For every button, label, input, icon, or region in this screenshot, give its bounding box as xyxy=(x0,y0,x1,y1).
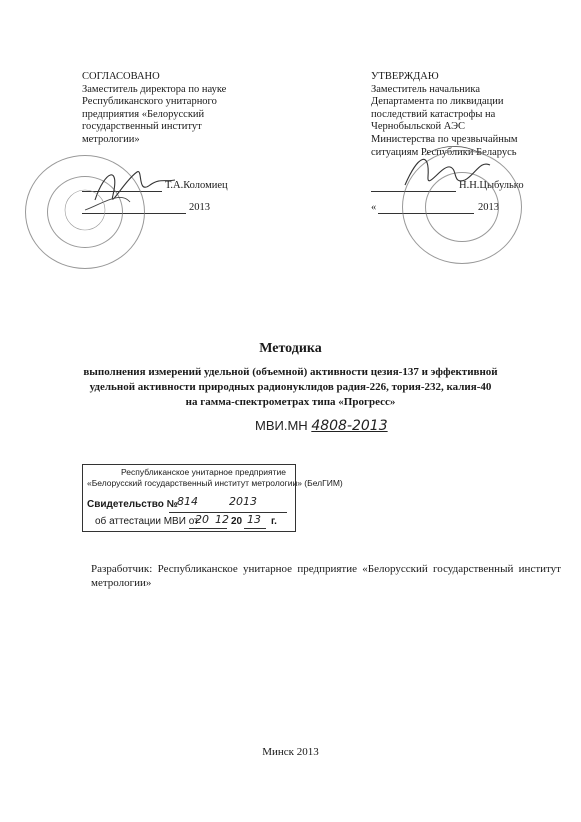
registration-prefix: МВИ.МН xyxy=(255,418,308,433)
document-title: Методика xyxy=(259,341,322,356)
approval-heading: СОГЛАСОВАНО xyxy=(82,71,160,82)
approval-block-left xyxy=(82,71,252,147)
registration-number-handwritten: 4808-2013 xyxy=(311,418,388,434)
certificate-number: 814 xyxy=(177,495,198,508)
attestation-label: об аттестации МВИ от xyxy=(95,516,199,527)
approval-year: 2013 xyxy=(189,202,210,213)
approval-line: Заместитель директора по науке xyxy=(82,83,227,95)
approval-line: Министерства по чрезвычайным xyxy=(371,133,518,145)
approval-line: Республиканского унитарного xyxy=(82,96,217,108)
attestation-date-line xyxy=(189,528,227,529)
signer-name: Н.Н.Цыбулько xyxy=(459,180,524,191)
approval-heading: УТВЕРЖДАЮ xyxy=(371,71,439,82)
certificate-year: 2013 xyxy=(229,495,257,508)
approval-line: метрологии» xyxy=(82,133,140,145)
attestation-year: 13 xyxy=(247,513,261,526)
attestation-year-line xyxy=(244,528,266,529)
document-subtitle-line: удельной активности природных радионуклидов радия-226, тория-232, калия-40 xyxy=(89,381,492,393)
approval-line: ситуациям Республики Беларусь xyxy=(371,146,517,158)
registration-number xyxy=(255,418,388,434)
handwritten-signature-left xyxy=(25,150,185,270)
approval-line: Чернобыльской АЭС xyxy=(371,121,466,133)
approval-line: Департамента по ликвидации xyxy=(371,96,504,108)
attestation-suffix: г. xyxy=(271,516,277,527)
document-subtitle-line: выполнения измерений удельной (объемной) активности цезия-137 и эффективной xyxy=(83,366,498,378)
approval-line: предприятия «Белорусский xyxy=(82,108,205,120)
developer-note: Разработчик: Республиканское унитарное предприятие «Белорусский государственный институт метрологии» xyxy=(91,563,561,589)
attestation-year-prefix: 20 xyxy=(231,516,243,527)
approval-year: 2013 xyxy=(478,202,499,213)
handwritten-signature-right xyxy=(370,135,530,215)
approval-line: государственный институт xyxy=(82,121,202,133)
signer-name: Т.А.Коломиец xyxy=(165,180,228,191)
stamp-org-line: Республиканское унитарное предприятие xyxy=(121,467,286,477)
approval-line: последствий катастрофы на xyxy=(371,108,496,120)
date-open-quote: « xyxy=(371,202,377,213)
certificate-stamp xyxy=(82,464,343,532)
document-subtitle-line: на гамма-спектрометрах типа «Прогресс» xyxy=(185,396,396,408)
stamp-org-line: «Белорусский государственный институт метрологии» (БелГИМ) xyxy=(87,478,343,488)
approval-line: Заместитель начальника xyxy=(371,83,481,95)
attestation-month: 12 xyxy=(215,513,229,526)
footer-city-year: Минск 2013 xyxy=(262,746,319,758)
attestation-day: 20 xyxy=(195,513,209,526)
certificate-label: Свидетельство № xyxy=(87,499,178,510)
